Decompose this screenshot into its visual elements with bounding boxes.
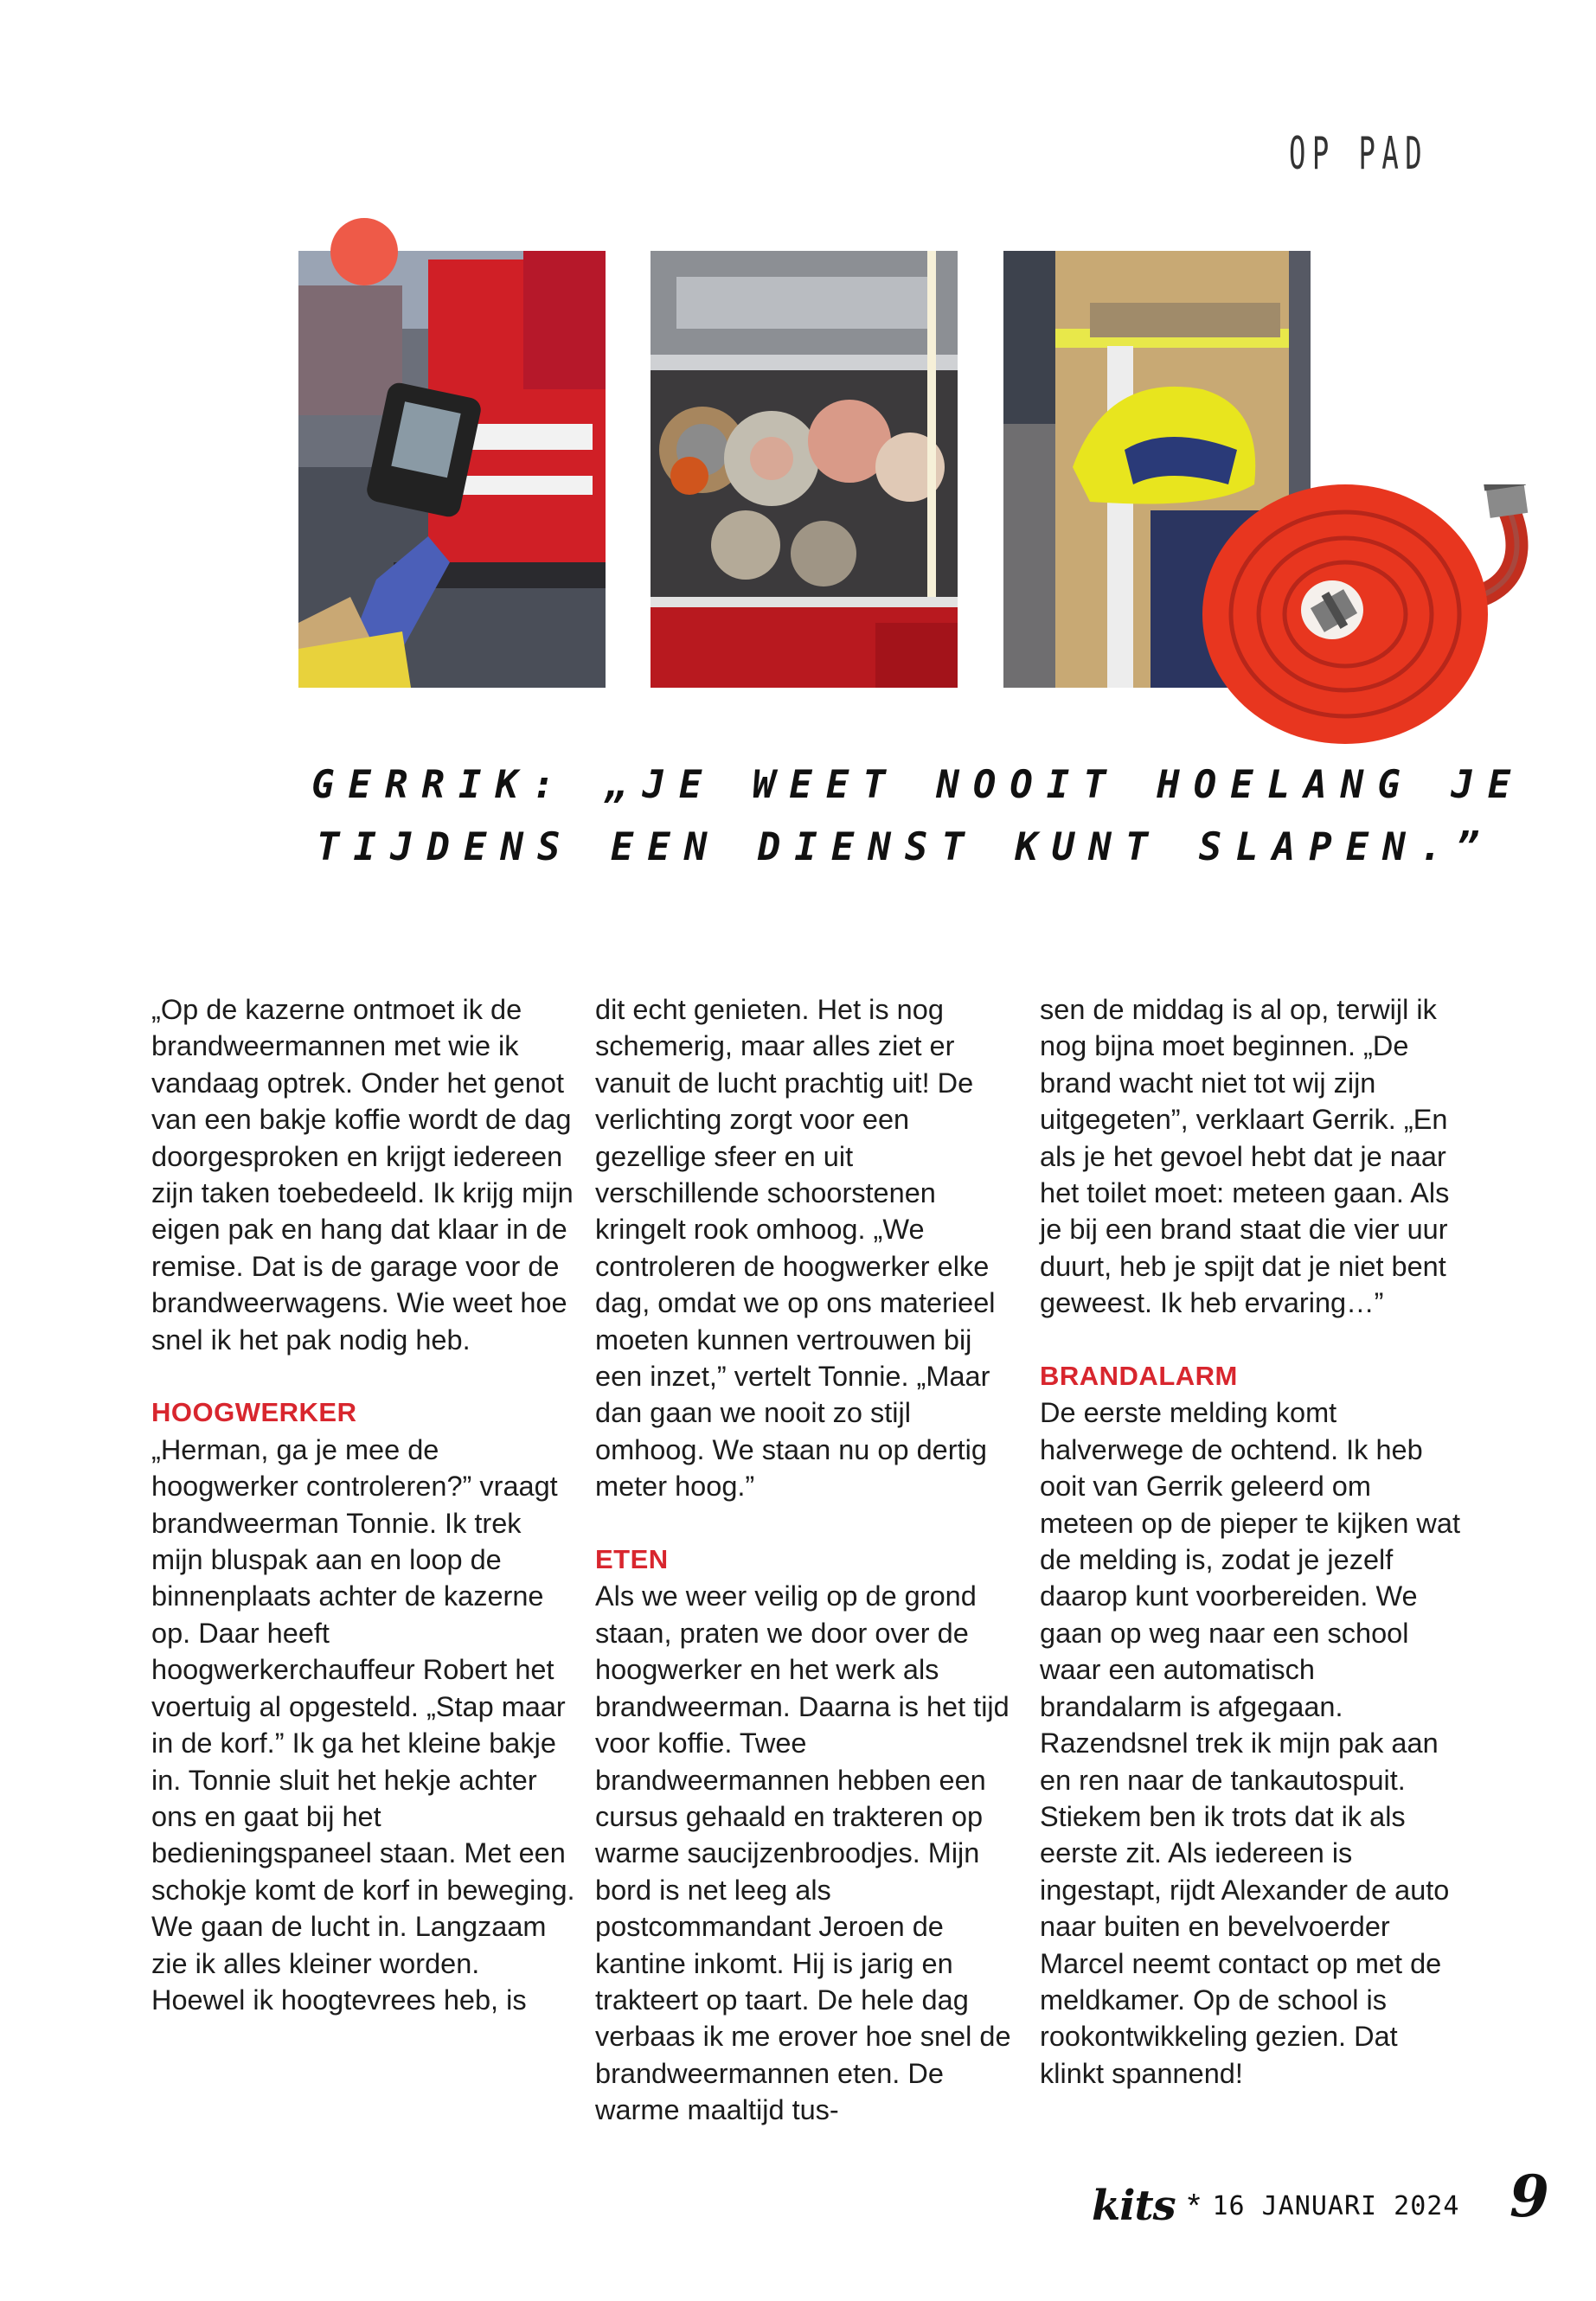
page-footer: [1092, 2176, 1459, 2236]
issue-date: 16 JANUARI 2024: [1212, 2190, 1460, 2221]
red-dot-decoration: [330, 218, 398, 285]
article-column-1: [151, 991, 575, 2018]
subheading-brandalarm: BRANDALARM: [1040, 1361, 1238, 1392]
paragraph: sen de middag is al op, terwijl ik nog bijna moet beginnen. „De brand wacht niet tot wij zijn uitgegeten”, verklaart Gerrik. „En als je het gevoel hebt dat je naar het toilet moet: meteen gaan. Als je bij een brand staat die vier uur duurt, heb je spijt dat je niet bent geweest. Ik heb ervaring…”: [1040, 994, 1450, 1319]
article-column-3: [1040, 991, 1464, 2092]
subheading-eten: ETEN: [595, 1544, 669, 1575]
paragraph: De eerste melding komt halverwege de ochtend. Ik heb ooit van Gerrik geleerd om meteen op de pieper te kijken wat de melding is, zodat je jezelf daarop kunt voorbereiden. We gaan op weg naar een school waar een automatisch brandalarm is afgegaan. Razendsnel trek ik mijn pak aan en ren naar de tankautospuit. Stiekem ben ik trots dat ik als eerste zit. Als iedereen is ingestapt, rijdt Alexander de auto naar buiten en bevelvoerder Marcel neemt contact op met de meldkamer. Op de school is rookontwikkeling gezien. Dat klinkt spannend!: [1040, 1397, 1460, 2089]
star-separator-icon: *: [1187, 2187, 1201, 2224]
thermal-camera-photo: [298, 251, 606, 688]
paragraph: „Herman, ga je mee de hoogwerker controleren?” vraagt brandweerman Tonnie. Ik trek mijn bluspak aan en loop de binnenplaats achter de kazerne op. Daar heeft hoogwerkerchauffeur Robert het voertuig al opgesteld. „Stap maar in de korf.” Ik ga het kleine bakje in. Tonnie sluit het hekje achter ons en gaat bij het bedieningspaneel staan. Met een schokje komt de korf in beweging. We gaan de lucht in. Langzaam zie ik alles kleiner worden. Hoewel ik hoogtevrees heb, is: [151, 1433, 575, 2016]
section-label: OP PAD: [1289, 128, 1429, 180]
subheading-hoogwerker: HOOGWERKER: [151, 1397, 357, 1428]
paragraph: „Op de kazerne ontmoet ik de brandweermannen met wie ik vandaag optrek. Onder het genot van een bakje koffie wordt de dag doorgesproken en krijgt iedereen zijn taken toebedeeld. Ik krijg mijn eigen pak en hang dat klaar in de remise. Dat is de garage voor de brandweerwagens. Wie weet hoe snel ik het pak nodig heb.: [151, 994, 574, 1356]
fire-hoses-photo: [651, 251, 958, 688]
paragraph: dit echt genieten. Het is nog schemerig, maar alles ziet er vanuit de lucht prachtig uit! De verlichting zorgt voor een gezellige sfeer en uit verschillende schoorstenen kringelt rook omhoog. „We controleren de hoogwerker elke dag, omdat we op ons materieel moeten kunnen vertrouwen bij een inzet,” vertelt Tonnie. „Maar dan gaan we nooit zo stijl omhoog. We staan nu op dertig meter hoog.”: [595, 994, 996, 1503]
pull-quote-line-2: TIJDENS EEN DIENST KUNT SLAPEN.”: [317, 825, 1493, 869]
paragraph: Als we weer veilig op de grond staan, praten we door over de hoogwerker en het werk als brandweerman. Daarna is het tijd voor koffie. Twee brandweermannen hebben een cursus gehaald en trakteren op warme saucijzenbroodjes. Mijn bord is net leeg als postcommandant Jeroen de kantine inkomt. Hij is jarig en trakteert op taart. De hele dag verbaas ik me erover hoe snel de brandweermannen eten. De warme maaltijd tus-: [595, 1580, 1011, 2126]
article-column-2: [595, 991, 1019, 2129]
page-number: 9: [1509, 2163, 1549, 2230]
pull-quote-line-1: GERRIK: „JE WEET NOOIT HOELANG JE: [311, 763, 1525, 807]
pull-quote: [311, 754, 1525, 879]
fire-hose-illustration: [1202, 484, 1566, 761]
magazine-logo: kits: [1092, 2182, 1176, 2230]
